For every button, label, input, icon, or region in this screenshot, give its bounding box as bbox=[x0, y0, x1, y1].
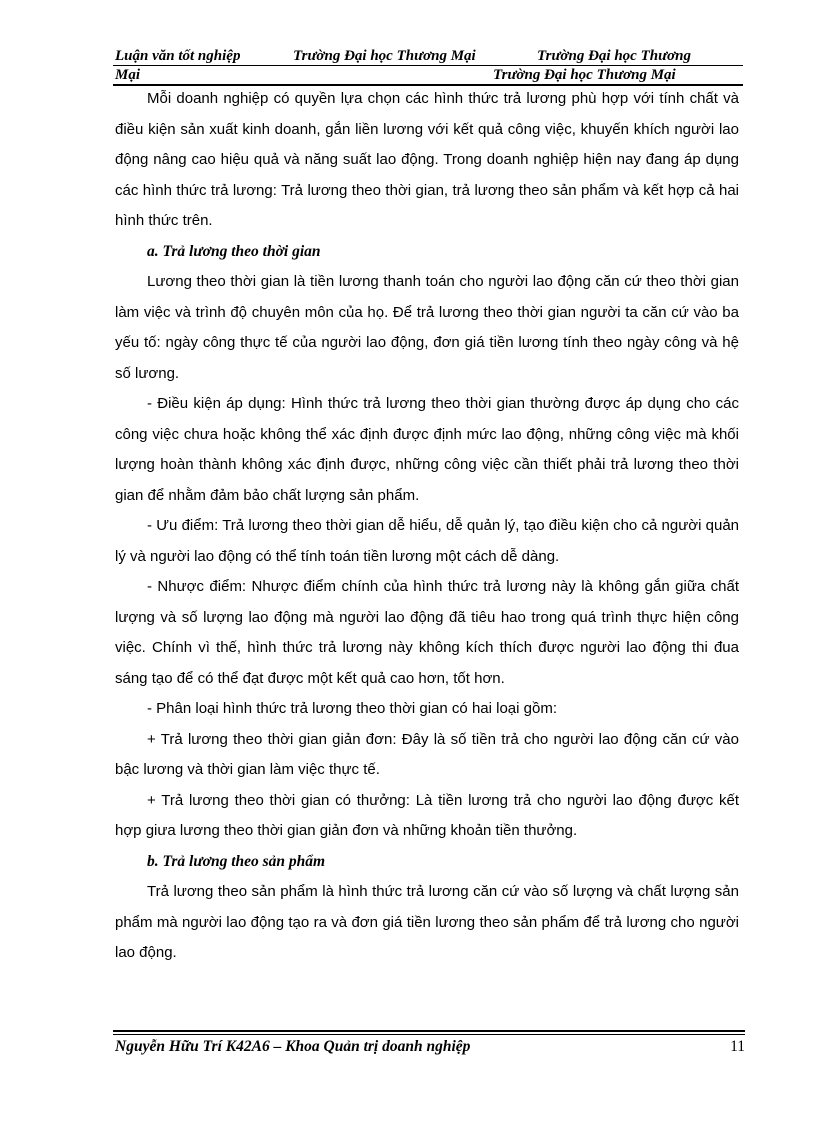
footer-author: Nguyễn Hữu Trí K42A6 – Khoa Quản trị doanh nghiệp bbox=[115, 1038, 471, 1055]
paragraph-classification: - Phân loại hình thức trả lương theo thời gian có hai loại gồm: bbox=[147, 700, 557, 717]
footer-rule-top bbox=[113, 1030, 745, 1032]
paragraph-intro: Mỗi doanh nghiệp có quyền lựa chọn các hình thức trả lương phù hợp với tính chất và điều kiện sản xuất kinh doanh, gắn liền lương với kết quả công việc, khuyến khích người lao động nâng cao hiệu quả và năng suất lao động. Trong doanh nghiệp hiện nay đang áp dụng các hình thức trả lương: Trả lương theo thời gian, trả lương theo sản phẩm và kết hợp cả hai hình thức trên. bbox=[115, 90, 739, 229]
section-heading-a: a. Trả lương theo thời gian bbox=[147, 242, 321, 260]
section-heading-b: b. Trả lương theo sản phẩm bbox=[147, 852, 326, 870]
header-thesis-label: Luận văn tốt nghiệp bbox=[115, 48, 241, 64]
header-university-name: Trường Đại học Thương Mại bbox=[293, 48, 476, 64]
header-wrap-fragment: Mại bbox=[115, 67, 141, 83]
paragraph-advantages: - Ưu điểm: Trả lương theo thời gian dễ hiểu, dễ quản lý, tạo điều kiện cho cả người quản lý và người lao động có thể tính toán tiền lương một cách dễ dàng. bbox=[115, 517, 739, 565]
document-body bbox=[115, 84, 739, 969]
paragraph-time-wage-bonus: + Trả lương theo thời gian có thưởng: Là tiền lương trả cho người lao động được kết hợp giưa lương theo thời gian giản đơn và những khoản tiền thưởng. bbox=[115, 791, 739, 839]
paragraph-simple-time-wage: + Trả lương theo thời gian giản đơn: Đây là số tiền trả cho người lao động căn cứ vào bậc lương và thời gian làm việc thực tế. bbox=[115, 730, 739, 778]
paragraph-time-wage: Lương theo thời gian là tiền lương thanh toán cho người lao động căn cứ theo thời gian làm việc và trình độ chuyên môn của họ. Để trả lương theo thời gian người ta căn cứ vào ba yếu tố: ngày công thực tế của người lao động, đơn giá tiền lương tính theo ngày công và hệ số lương. bbox=[115, 273, 739, 382]
paragraph-piece-wage: Trả lương theo sản phẩm là hình thức trả lương căn cứ vào số lượng và chất lượng sản phẩm mà người lao động tạo ra và đơn giá tiền lương theo sản phẩm để trả lương cho người lao động. bbox=[115, 883, 739, 961]
page-number: 11 bbox=[730, 1038, 745, 1055]
header-university-name-right: Trường Đại học Thương Mại bbox=[493, 67, 676, 83]
paragraph-conditions: - Điều kiện áp dụng: Hình thức trả lương theo thời gian thường được áp dụng cho các công việc chưa hoặc không thể xác định được định mức lao động, những công việc mà khối lượng hoàn thành không xác định được, những công việc cần thiết phải trả lương theo thời gian để nhằm đảm bảo chất lượng sản phẩm. bbox=[115, 395, 739, 504]
header-university-name-repeat: Trường Đại học Thương bbox=[537, 48, 691, 64]
footer-rule-bottom bbox=[113, 1034, 745, 1035]
paragraph-disadvantages: - Nhược điểm: Nhược điểm chính của hình thức trả lương này là không gắn giữa chất lượng và số lượng lao động mà người lao động đã tiêu hao trong quá trình thực hiện công việc. Chính vì thế, hình thức trả lương này không kích thích được người lao động thi đua sáng tạo để có thể đạt được một kết quả cao hơn, tốt hơn. bbox=[115, 578, 739, 687]
header-rule-top bbox=[113, 65, 743, 66]
